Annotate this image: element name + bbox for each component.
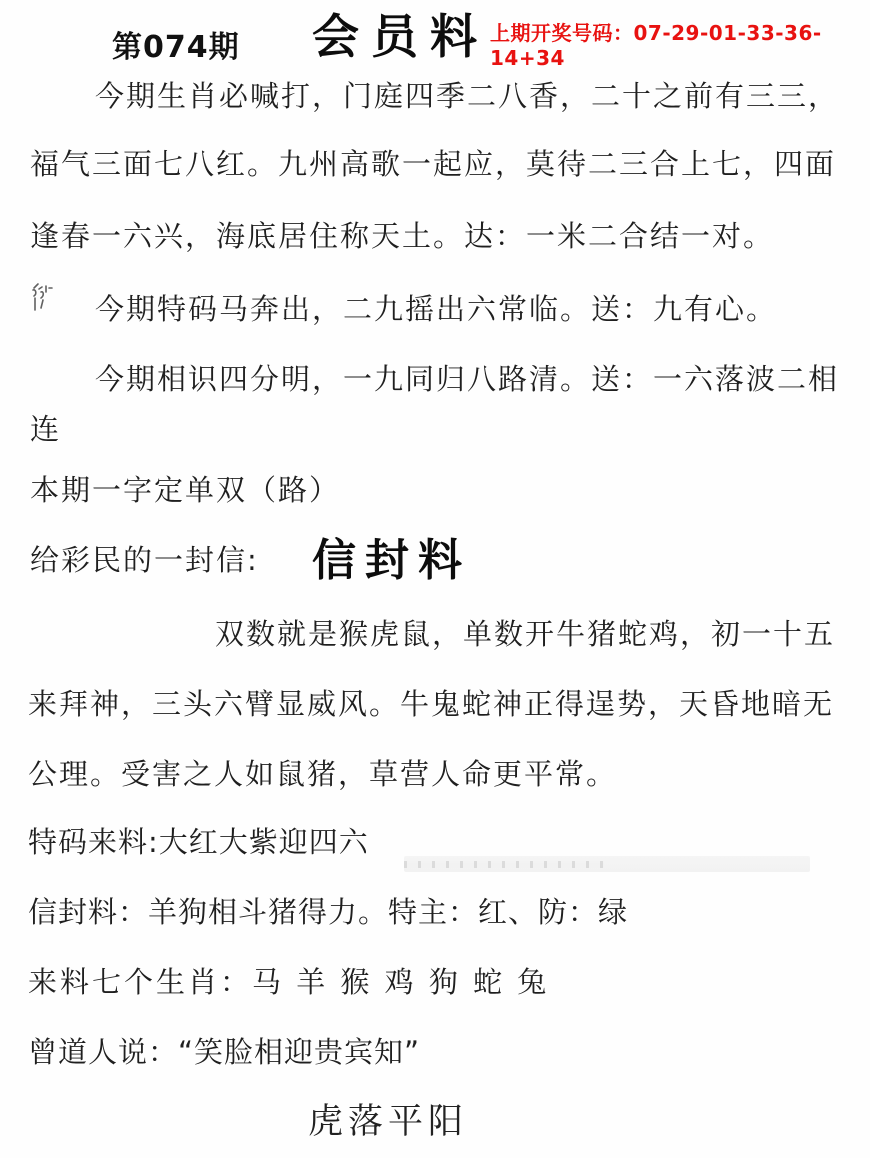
zodiac-tip-line: 来料七个生肖：马 羊 猴 鸡 狗 蛇 兔: [28, 965, 550, 999]
issue-number: 第074期: [112, 30, 240, 65]
poem-line: 今期生肖必喊打，门庭四季二八香，二十之前有三三，: [95, 79, 840, 113]
letter-label: 给彩民的一封信:: [30, 543, 259, 577]
envelope-tip-line: 信封料：羊狗相斗猪得力。特主：红、防：绿: [28, 895, 629, 929]
letter-line: 公理。受害之人如鼠猪，草营人命更平常。: [28, 757, 618, 791]
last-draw-numbers: 上期开奖号码：07-29-01-33-36-14+34: [490, 21, 822, 70]
poem-line: 连: [30, 412, 62, 446]
poem-line: 福气三面七八红。九州高歌一起应，莫待二三合上七，四面: [30, 147, 837, 181]
single-double-line: 本期一字定单双（路）: [30, 473, 341, 507]
ink-smudge-artifact: [28, 280, 58, 318]
poem-line: 今期相识四分明，一九同归八路清。送：一六落波二相: [95, 362, 840, 396]
special-tip-line: 特码来料:大红大紫迎四六: [28, 825, 369, 859]
quote-line: 曾道人说：“笑脸相迎贵宾知”: [28, 1035, 421, 1069]
poem-line: 逢春一六兴，海底居住称天土。达：一米二合结一对。: [30, 219, 775, 253]
letter-line: 双数就是猴虎鼠，单数开牛猪蛇鸡，初一十五: [215, 617, 836, 651]
page-title: 会员料: [312, 10, 489, 65]
erased-text-artifact: [404, 856, 810, 872]
poem-line: 今期特码马奔出，二九摇出六常临。送：九有心。: [95, 292, 778, 326]
letter-title: 信封料: [312, 535, 471, 586]
letter-line: 来拜神，三头六臂显威风。牛鬼蛇神正得逞势，天昏地暗无: [28, 687, 835, 721]
footer-idiom: 虎落平阳: [308, 1102, 469, 1142]
